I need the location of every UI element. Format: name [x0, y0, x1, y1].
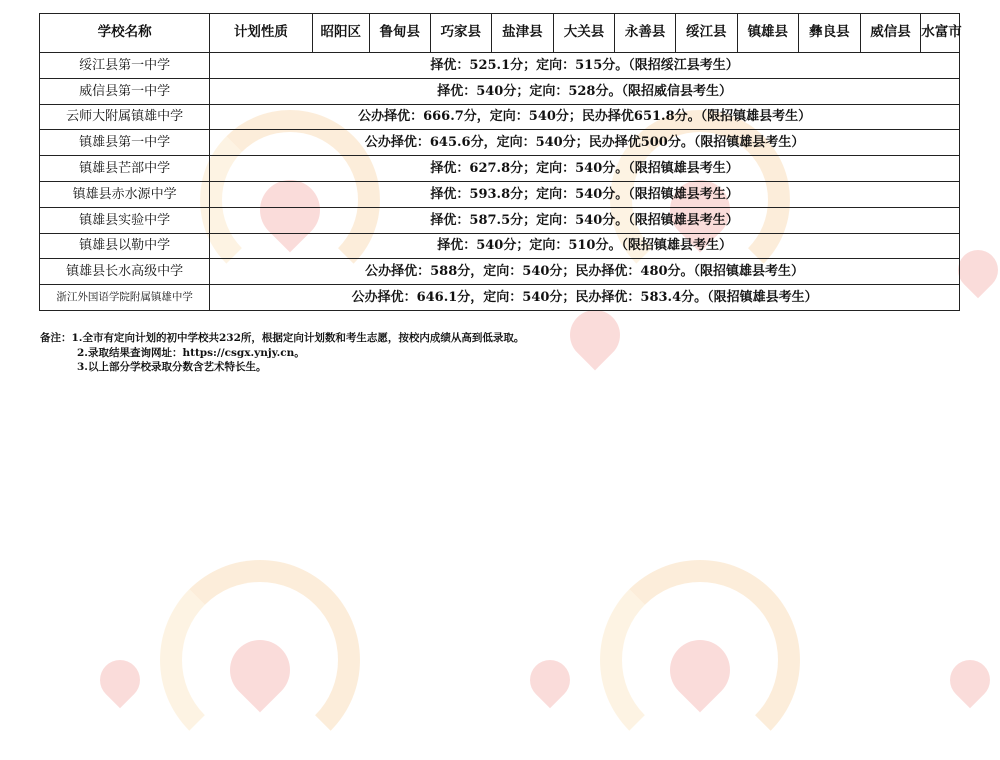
school-name-cell: 镇雄县第一中学	[40, 130, 210, 156]
table-row	[40, 233, 960, 259]
column-header: 永善县	[615, 14, 676, 53]
table-header-row	[40, 14, 960, 53]
table-row	[40, 259, 960, 285]
column-header: 镇雄县	[737, 14, 799, 53]
watermark-mark	[560, 300, 640, 380]
admission-rule-cell: 择优：587.5分；定向：540分。（限招镇雄县考生）	[210, 207, 960, 233]
admission-rule-cell: 择优：593.8分；定向：540分。（限招镇雄县考生）	[210, 181, 960, 207]
column-header: 威信县	[860, 14, 921, 53]
watermark-mark	[940, 650, 1000, 706]
footnote-line: 备注：1.全市有定向计划的初中学校共232所，根据定向计划数和考生志愿，按校内成绩从高到低录取。	[40, 332, 525, 344]
watermark-mark	[90, 650, 170, 706]
watermark-logo	[600, 560, 800, 720]
table-row	[40, 130, 960, 156]
table-row	[40, 181, 960, 207]
admission-rule-cell: 择优：525.1分；定向：515分。（限招绥江县考生）	[210, 53, 960, 79]
watermark-logo	[160, 560, 360, 720]
footnote-line: 2.录取结果查询网址：https://csgx.ynjy.cn。	[77, 346, 305, 359]
school-name-cell: 镇雄县实验中学	[40, 207, 210, 233]
admission-rule-cell: 公办择优：666.7分，定向：540分；民办择优651.8分。（限招镇雄县考生）	[210, 104, 960, 130]
column-header: 盐津县	[492, 14, 554, 53]
column-header: 绥江县	[675, 14, 737, 53]
table-row	[40, 78, 960, 104]
table-row	[40, 207, 960, 233]
admission-rule-cell: 择优：540分；定向：528分。（限招威信县考生）	[210, 78, 960, 104]
admission-rule-cell: 择优：627.8分；定向：540分。（限招镇雄县考生）	[210, 156, 960, 182]
school-name-cell: 威信县第一中学	[40, 78, 210, 104]
watermark-mark	[520, 650, 600, 706]
school-name-cell: 镇雄县芒部中学	[40, 156, 210, 182]
school-name-cell: 浙江外国语学院附属镇雄中学	[40, 285, 210, 311]
column-header: 彝良县	[799, 14, 861, 53]
column-header: 大关县	[553, 14, 615, 53]
school-name-cell: 云师大附属镇雄中学	[40, 104, 210, 130]
admission-rule-cell: 公办择优：646.1分，定向：540分；民办择优：583.4分。（限招镇雄县考生）	[210, 285, 960, 311]
table-row	[40, 104, 960, 130]
column-header: 计划性质	[210, 14, 312, 53]
footnote-line: 3.以上部分学校录取分数含艺术特长生。	[77, 361, 267, 373]
footnotes	[40, 331, 524, 375]
admission-rule-cell: 公办择优：588分，定向：540分；民办择优：480分。（限招镇雄县考生）	[210, 259, 960, 285]
table-row	[40, 285, 960, 311]
table-row	[40, 53, 960, 79]
column-header: 水富市	[921, 14, 960, 53]
school-name-cell: 镇雄县以勒中学	[40, 233, 210, 259]
column-header: 学校名称	[40, 14, 210, 53]
table-row	[40, 156, 960, 182]
admission-rule-cell: 择优：540分；定向：510分。（限招镇雄县考生）	[210, 233, 960, 259]
admission-rule-cell: 公办择优：645.6分，定向：540分；民办择优500分。（限招镇雄县考生）	[210, 130, 960, 156]
school-name-cell: 绥江县第一中学	[40, 53, 210, 79]
column-header: 昭阳区	[312, 14, 369, 53]
column-header: 巧家县	[430, 14, 492, 53]
school-name-cell: 镇雄县长水高级中学	[40, 259, 210, 285]
admission-score-table	[39, 13, 960, 311]
school-name-cell: 镇雄县赤水源中学	[40, 181, 210, 207]
column-header: 鲁甸县	[369, 14, 430, 53]
